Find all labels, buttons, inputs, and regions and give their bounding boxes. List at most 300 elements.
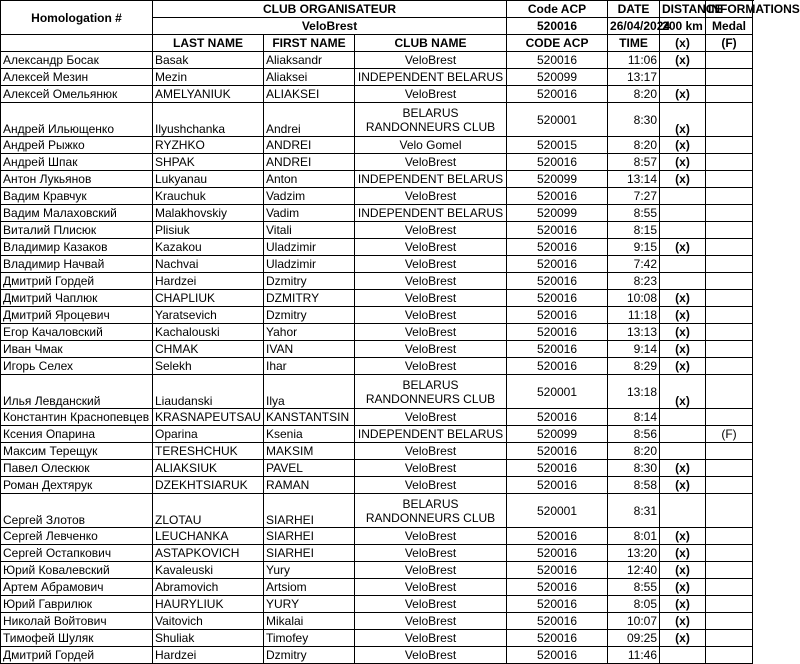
blank-header-cell: [1, 35, 153, 52]
table-row: [1, 630, 753, 647]
row-last-name: Malakhovskiy: [153, 205, 264, 222]
row-medal: [660, 188, 706, 205]
row-medal: (x): [660, 239, 706, 256]
table-row: [1, 307, 753, 324]
row-time: 8:15: [608, 222, 660, 239]
row-last-name: ZLOTAU: [153, 494, 264, 528]
row-code-acp: 520016: [507, 562, 608, 579]
row-time: 8:20: [608, 86, 660, 103]
row-code-acp: 520016: [507, 443, 608, 460]
row-russian-name: Роман Дехтярук: [1, 477, 153, 494]
row-russian-name: Сергей Злотов: [1, 494, 153, 528]
row-time: 13:20: [608, 545, 660, 562]
table-row: [1, 324, 753, 341]
row-medal: (x): [660, 375, 706, 409]
row-first-name: RAMAN: [264, 477, 355, 494]
table-row: [1, 171, 753, 188]
table-row: [1, 426, 753, 443]
row-club-name: VeloBrest: [355, 307, 507, 324]
col-club-name: CLUB NAME: [355, 35, 507, 52]
row-club-name: VeloBrest: [355, 477, 507, 494]
row-last-name: Shuliak: [153, 630, 264, 647]
row-russian-name: Антон Лукьянов: [1, 171, 153, 188]
row-club-name: VeloBrest: [355, 596, 507, 613]
row-last-name: Vaitovich: [153, 613, 264, 630]
row-code-acp: 520016: [507, 545, 608, 562]
row-medal: (x): [660, 562, 706, 579]
table-row: [1, 460, 753, 477]
table-row: [1, 443, 753, 460]
row-last-name: Plisiuk: [153, 222, 264, 239]
row-medal: (x): [660, 358, 706, 375]
table-row: [1, 494, 753, 528]
row-first-name: Vadim: [264, 205, 355, 222]
row-first-name: Ihar: [264, 358, 355, 375]
row-medal: [660, 494, 706, 528]
table-row: [1, 239, 753, 256]
row-medal: (x): [660, 596, 706, 613]
row-first-name: Dzmitry: [264, 647, 355, 664]
row-medal: (x): [660, 137, 706, 154]
row-gender: [706, 647, 753, 664]
row-code-acp: 520016: [507, 528, 608, 545]
row-last-name: Krauchuk: [153, 188, 264, 205]
row-russian-name: Дмитрий Гордей: [1, 647, 153, 664]
table-row: [1, 647, 753, 664]
row-first-name: Aliaksandr: [264, 52, 355, 69]
row-club-name: VeloBrest: [355, 52, 507, 69]
row-time: 8:30: [608, 460, 660, 477]
row-club-name: INDEPENDENT BELARUS: [355, 69, 507, 86]
col-medal: (x): [660, 35, 706, 52]
row-last-name: Ilyushchanka: [153, 103, 264, 137]
row-medal: (x): [660, 324, 706, 341]
row-russian-name: Алексей Омельянюк: [1, 86, 153, 103]
row-gender: [706, 290, 753, 307]
row-code-acp: 520016: [507, 341, 608, 358]
row-medal: (x): [660, 341, 706, 358]
row-first-name: Uladzimir: [264, 239, 355, 256]
row-time: 13:14: [608, 171, 660, 188]
row-last-name: KRASNAPEUTSAU: [153, 409, 264, 426]
table-row: [1, 154, 753, 171]
col-first-name: FIRST NAME: [264, 35, 355, 52]
row-russian-name: Вадим Кравчук: [1, 188, 153, 205]
row-code-acp: 520016: [507, 154, 608, 171]
row-russian-name: Игорь Селех: [1, 358, 153, 375]
row-russian-name: Иван Чмак: [1, 341, 153, 358]
row-club-name: VeloBrest: [355, 256, 507, 273]
table-row: [1, 222, 753, 239]
row-time: 7:42: [608, 256, 660, 273]
row-club-name: VeloBrest: [355, 545, 507, 562]
row-time: 12:40: [608, 562, 660, 579]
row-first-name: MAKSIM: [264, 443, 355, 460]
row-gender: [706, 307, 753, 324]
row-code-acp: 520016: [507, 358, 608, 375]
table-row: [1, 528, 753, 545]
row-time: 8:58: [608, 477, 660, 494]
row-last-name: SHPAK: [153, 154, 264, 171]
row-gender: [706, 273, 753, 290]
row-gender: [706, 103, 753, 137]
row-first-name: Andrei: [264, 103, 355, 137]
row-club-name: VeloBrest: [355, 443, 507, 460]
row-first-name: KANSTANTSIN: [264, 409, 355, 426]
row-first-name: Dzmitry: [264, 307, 355, 324]
row-first-name: IVAN: [264, 341, 355, 358]
row-gender: [706, 341, 753, 358]
row-last-name: CHMAK: [153, 341, 264, 358]
row-time: 9:14: [608, 341, 660, 358]
row-medal: [660, 426, 706, 443]
row-code-acp: 520099: [507, 205, 608, 222]
row-code-acp: 520016: [507, 222, 608, 239]
row-club-name: VeloBrest: [355, 358, 507, 375]
row-gender: [706, 239, 753, 256]
row-time: 10:07: [608, 613, 660, 630]
row-code-acp: 520099: [507, 69, 608, 86]
row-gender: [706, 324, 753, 341]
row-russian-name: Андрей Шпак: [1, 154, 153, 171]
row-time: 8:29: [608, 358, 660, 375]
col-time: TIME: [608, 35, 660, 52]
row-gender: [706, 154, 753, 171]
row-russian-name: Павел Олескюк: [1, 460, 153, 477]
row-russian-name: Дмитрий Чаплюк: [1, 290, 153, 307]
row-code-acp: 520016: [507, 290, 608, 307]
row-time: 8:56: [608, 426, 660, 443]
row-medal: (x): [660, 477, 706, 494]
row-russian-name: Илья Левданский: [1, 375, 153, 409]
row-russian-name: Сергей Остапкович: [1, 545, 153, 562]
row-last-name: ASTAPKOVICH: [153, 545, 264, 562]
row-russian-name: Андрей Ильющенко: [1, 103, 153, 137]
row-gender: [706, 545, 753, 562]
row-time: 8:23: [608, 273, 660, 290]
row-last-name: Hardzei: [153, 273, 264, 290]
row-first-name: Aliaksei: [264, 69, 355, 86]
row-russian-name: Андрей Рыжко: [1, 137, 153, 154]
table-row: [1, 103, 753, 137]
row-gender: [706, 579, 753, 596]
row-russian-name: Виталий Плисюк: [1, 222, 153, 239]
medal-label: Medal: [706, 18, 753, 35]
row-first-name: SIARHEI: [264, 545, 355, 562]
row-code-acp: 520016: [507, 613, 608, 630]
row-medal: (x): [660, 103, 706, 137]
row-club-name: VeloBrest: [355, 647, 507, 664]
row-last-name: LEUCHANKA: [153, 528, 264, 545]
row-code-acp: 520001: [507, 494, 608, 528]
row-first-name: ANDREI: [264, 154, 355, 171]
row-code-acp: 520016: [507, 596, 608, 613]
row-gender: [706, 205, 753, 222]
row-gender: [706, 613, 753, 630]
row-medal: (x): [660, 171, 706, 188]
row-code-acp: 520016: [507, 477, 608, 494]
row-club-name: VeloBrest: [355, 409, 507, 426]
row-club-name: VeloBrest: [355, 460, 507, 477]
row-time: 7:27: [608, 188, 660, 205]
row-gender: [706, 86, 753, 103]
row-last-name: Oparina: [153, 426, 264, 443]
row-first-name: Yury: [264, 562, 355, 579]
row-code-acp: 520016: [507, 579, 608, 596]
row-code-acp: 520016: [507, 307, 608, 324]
table-row: [1, 137, 753, 154]
row-gender: (F): [706, 426, 753, 443]
row-club-name: VeloBrest: [355, 630, 507, 647]
row-first-name: SIARHEI: [264, 494, 355, 528]
row-gender: [706, 596, 753, 613]
row-time: 8:55: [608, 579, 660, 596]
row-medal: (x): [660, 154, 706, 171]
row-gender: [706, 52, 753, 69]
row-club-name: VeloBrest: [355, 562, 507, 579]
row-time: 8:55: [608, 205, 660, 222]
row-code-acp: 520016: [507, 256, 608, 273]
row-club-name: INDEPENDENT BELARUS: [355, 205, 507, 222]
row-medal: [660, 443, 706, 460]
col-last-name: LAST NAME: [153, 35, 264, 52]
row-first-name: Ilya: [264, 375, 355, 409]
row-last-name: Abramovich: [153, 579, 264, 596]
row-gender: [706, 69, 753, 86]
row-first-name: Vitali: [264, 222, 355, 239]
table-row: [1, 477, 753, 494]
date-label: DATE: [608, 1, 660, 18]
row-time: 10:08: [608, 290, 660, 307]
row-last-name: CHAPLIUK: [153, 290, 264, 307]
row-gender: [706, 460, 753, 477]
row-code-acp: 520001: [507, 103, 608, 137]
table-row: [1, 69, 753, 86]
distance-value: 200 km: [660, 18, 706, 35]
homologation-label: Homologation #: [1, 1, 153, 35]
row-last-name: AMELYANIUK: [153, 86, 264, 103]
row-club-name: VeloBrest: [355, 290, 507, 307]
table-row: [1, 290, 753, 307]
row-last-name: ALIAKSIUK: [153, 460, 264, 477]
row-code-acp: 520001: [507, 375, 608, 409]
row-medal: (x): [660, 545, 706, 562]
code-acp-label: Code ACP: [507, 1, 608, 18]
row-time: 09:25: [608, 630, 660, 647]
row-first-name: Timofey: [264, 630, 355, 647]
row-code-acp: 520099: [507, 426, 608, 443]
table-row: [1, 375, 753, 409]
row-last-name: Liaudanski: [153, 375, 264, 409]
row-last-name: TERESHCHUK: [153, 443, 264, 460]
row-russian-name: Дмитрий Яроцевич: [1, 307, 153, 324]
row-russian-name: Вадим Малаховский: [1, 205, 153, 222]
row-club-name: VeloBrest: [355, 273, 507, 290]
row-time: 11:06: [608, 52, 660, 69]
row-russian-name: Дмитрий Гордей: [1, 273, 153, 290]
row-first-name: Vadzim: [264, 188, 355, 205]
row-gender: [706, 562, 753, 579]
row-club-name: VeloBrest: [355, 341, 507, 358]
row-time: 8:20: [608, 443, 660, 460]
row-last-name: Nachvai: [153, 256, 264, 273]
row-first-name: DZMITRY: [264, 290, 355, 307]
table-row: [1, 409, 753, 426]
row-club-name: VeloBrest: [355, 86, 507, 103]
row-club-name: VeloBrest: [355, 528, 507, 545]
row-time: 11:46: [608, 647, 660, 664]
row-russian-name: Ксения Опарина: [1, 426, 153, 443]
row-medal: [660, 273, 706, 290]
row-time: 8:14: [608, 409, 660, 426]
row-club-name: VeloBrest: [355, 239, 507, 256]
row-club-name: Velo Gomel: [355, 137, 507, 154]
row-first-name: Ksenia: [264, 426, 355, 443]
row-russian-name: Сергей Левченко: [1, 528, 153, 545]
row-gender: [706, 137, 753, 154]
row-last-name: RYZHKO: [153, 137, 264, 154]
row-time: 8:01: [608, 528, 660, 545]
row-last-name: Kachalouski: [153, 324, 264, 341]
row-medal: (x): [660, 52, 706, 69]
row-gender: [706, 494, 753, 528]
row-time: 8:30: [608, 103, 660, 137]
row-first-name: YURY: [264, 596, 355, 613]
row-medal: (x): [660, 528, 706, 545]
table-row: [1, 562, 753, 579]
row-russian-name: Александр Босак: [1, 52, 153, 69]
row-code-acp: 520016: [507, 409, 608, 426]
row-medal: (x): [660, 579, 706, 596]
row-gender: [706, 171, 753, 188]
date-value: 26/04/2024: [608, 18, 660, 35]
row-club-name: BELARUS RANDONNEURS CLUB: [355, 494, 507, 528]
row-gender: [706, 443, 753, 460]
row-russian-name: Максим Терещук: [1, 443, 153, 460]
row-russian-name: Владимир Казаков: [1, 239, 153, 256]
row-time: 9:15: [608, 239, 660, 256]
row-medal: (x): [660, 460, 706, 477]
row-first-name: Anton: [264, 171, 355, 188]
row-club-name: VeloBrest: [355, 613, 507, 630]
table-row: [1, 596, 753, 613]
row-last-name: Mezin: [153, 69, 264, 86]
row-first-name: Mikalai: [264, 613, 355, 630]
row-medal: (x): [660, 630, 706, 647]
table-row: [1, 545, 753, 562]
row-code-acp: 520016: [507, 239, 608, 256]
row-medal: (x): [660, 86, 706, 103]
row-club-name: INDEPENDENT BELARUS: [355, 426, 507, 443]
row-medal: [660, 222, 706, 239]
row-last-name: HAURYLIUK: [153, 596, 264, 613]
row-club-name: VeloBrest: [355, 324, 507, 341]
row-code-acp: 520016: [507, 188, 608, 205]
row-last-name: Hardzei: [153, 647, 264, 664]
row-club-name: VeloBrest: [355, 222, 507, 239]
row-russian-name: Юрий Ковалевский: [1, 562, 153, 579]
row-medal: [660, 69, 706, 86]
row-code-acp: 520016: [507, 52, 608, 69]
table-row: [1, 613, 753, 630]
row-first-name: Artsiom: [264, 579, 355, 596]
row-medal: [660, 205, 706, 222]
row-gender: [706, 528, 753, 545]
row-russian-name: Константин Краснопевцев: [1, 409, 153, 426]
row-russian-name: Тимофей Шуляк: [1, 630, 153, 647]
row-last-name: DZEKHTSIARUK: [153, 477, 264, 494]
row-code-acp: 520016: [507, 647, 608, 664]
row-first-name: SIARHEI: [264, 528, 355, 545]
row-time: 8:05: [608, 596, 660, 613]
table-row: [1, 341, 753, 358]
table-row: [1, 86, 753, 103]
row-code-acp: 520016: [507, 630, 608, 647]
row-first-name: ALIAKSEI: [264, 86, 355, 103]
row-first-name: Uladzimir: [264, 256, 355, 273]
row-last-name: Selekh: [153, 358, 264, 375]
row-last-name: Kazakou: [153, 239, 264, 256]
row-medal: [660, 647, 706, 664]
table-row: [1, 579, 753, 596]
row-russian-name: Артем Абрамович: [1, 579, 153, 596]
row-gender: [706, 188, 753, 205]
table-row: [1, 273, 753, 290]
row-code-acp: 520015: [507, 137, 608, 154]
row-time: 11:18: [608, 307, 660, 324]
row-club-name: VeloBrest: [355, 579, 507, 596]
row-club-name: VeloBrest: [355, 188, 507, 205]
row-code-acp: 520016: [507, 86, 608, 103]
row-gender: [706, 358, 753, 375]
row-last-name: Kavaleuski: [153, 562, 264, 579]
row-time: 8:20: [608, 137, 660, 154]
code-acp-value: 520016: [507, 18, 608, 35]
table-row: [1, 52, 753, 69]
row-code-acp: 520099: [507, 171, 608, 188]
row-russian-name: Владимир Начвай: [1, 256, 153, 273]
row-medal: (x): [660, 290, 706, 307]
row-gender: [706, 630, 753, 647]
row-gender: [706, 409, 753, 426]
row-gender: [706, 375, 753, 409]
row-gender: [706, 477, 753, 494]
row-club-name: BELARUS RANDONNEURS CLUB: [355, 375, 507, 409]
row-time: 13:13: [608, 324, 660, 341]
row-code-acp: 520016: [507, 460, 608, 477]
row-gender: [706, 256, 753, 273]
table-row: [1, 205, 753, 222]
distance-label: DISTANCE: [660, 1, 706, 18]
row-medal: (x): [660, 613, 706, 630]
club-organisateur-value: VeloBrest: [153, 18, 507, 35]
row-medal: (x): [660, 307, 706, 324]
row-first-name: Yahor: [264, 324, 355, 341]
row-russian-name: Егор Качаловский: [1, 324, 153, 341]
row-time: 13:17: [608, 69, 660, 86]
table-row: [1, 358, 753, 375]
club-organisateur-label: CLUB ORGANISATEUR: [153, 1, 507, 18]
row-club-name: VeloBrest: [355, 154, 507, 171]
row-first-name: PAVEL: [264, 460, 355, 477]
row-last-name: Basak: [153, 52, 264, 69]
row-code-acp: 520016: [507, 324, 608, 341]
table-row: [1, 188, 753, 205]
row-medal: [660, 256, 706, 273]
row-russian-name: Алексей Мезин: [1, 69, 153, 86]
row-gender: [706, 222, 753, 239]
row-club-name: INDEPENDENT BELARUS: [355, 171, 507, 188]
